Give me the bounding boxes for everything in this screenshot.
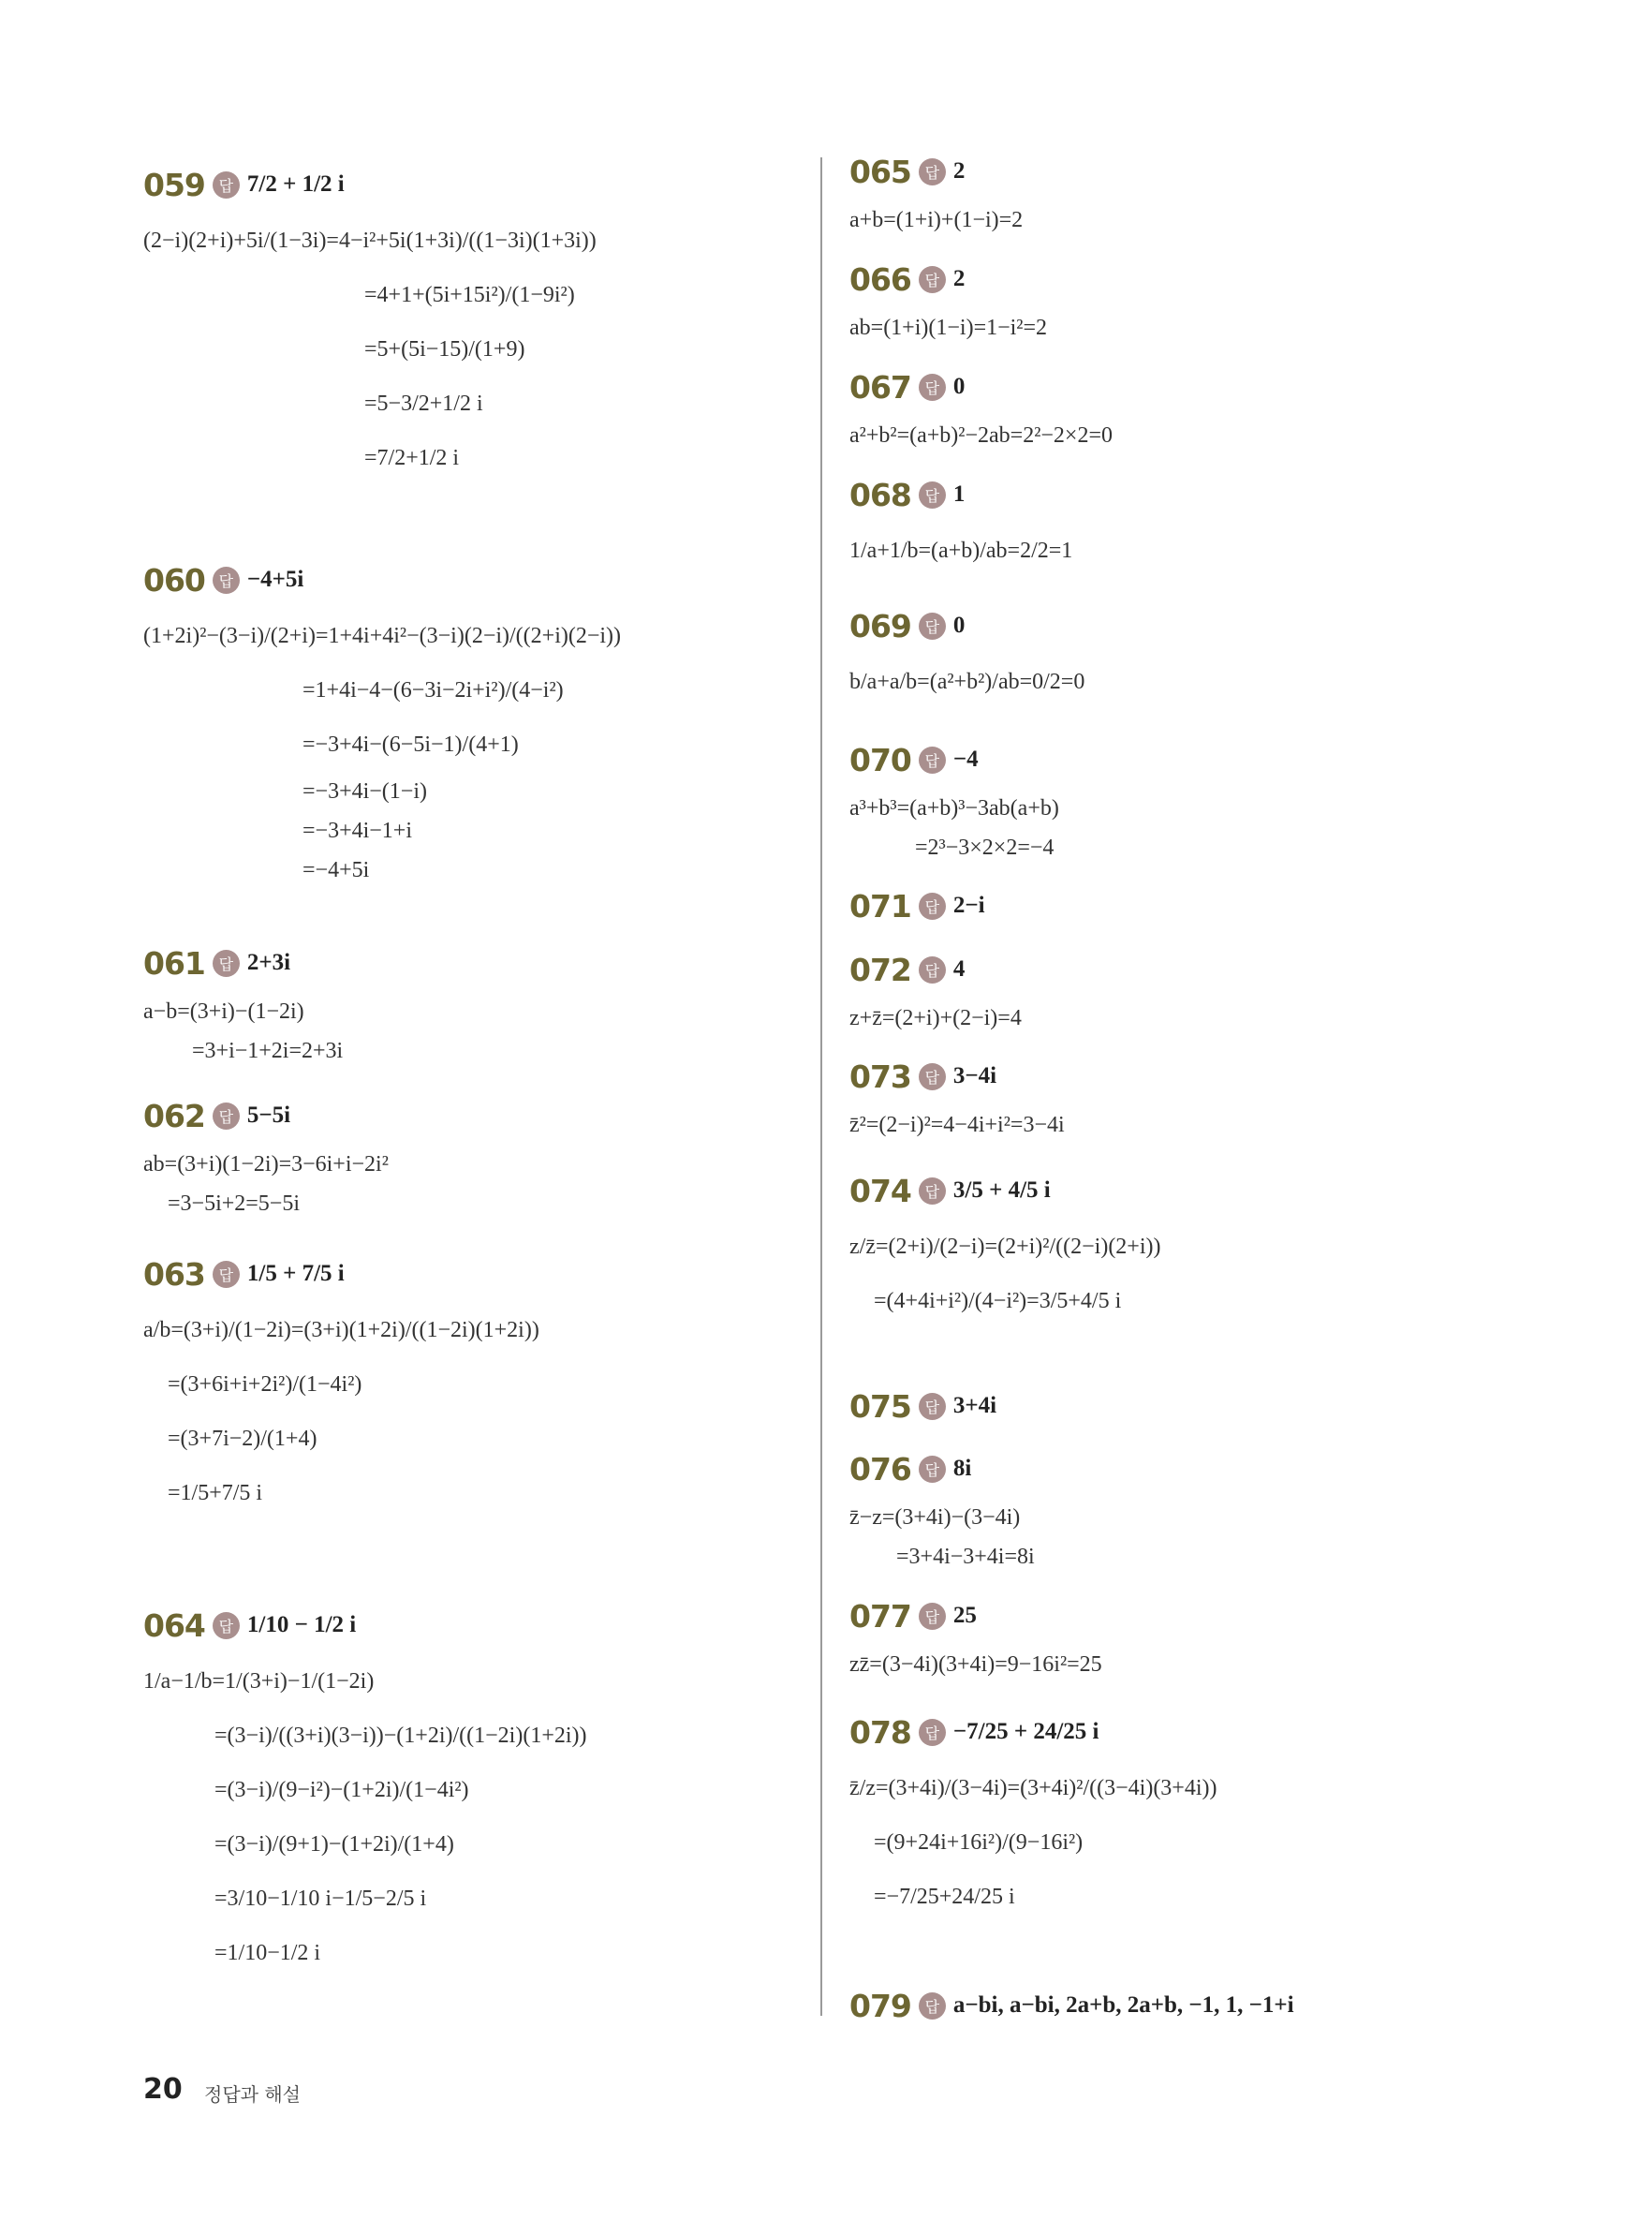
solution	[849, 1498, 1035, 1576]
answer-value: 25	[952, 1603, 977, 1628]
answer-value: a−bi, a−bi, 2a+b, 2a+b, −1, 1, −1+i	[952, 1992, 1294, 2018]
problem-072	[849, 948, 1022, 1038]
answer-badge-icon: 답	[213, 1261, 240, 1288]
answer-badge-icon: 답	[919, 747, 946, 774]
answer-value: 1/5 + 7/5 i	[246, 1261, 345, 1286]
problem-074	[849, 1169, 1161, 1328]
problem-header	[143, 1252, 539, 1295]
answer-badge-icon: 답	[919, 893, 946, 920]
solution-line: =4+1+(5i+15i²)/(1−9i²)	[364, 283, 575, 307]
solution-line: a³+b³=(a+b)³−3ab(a+b)	[849, 796, 1059, 821]
problem-header	[849, 604, 1084, 647]
solution-line: z/z̄=(2+i)/(2−i)=(2+i)²/((2−i)(2+i))	[849, 1235, 1161, 1259]
solution-line: =(3−i)/(9−i²)−(1+2i)/(1−4i²)	[214, 1778, 469, 1802]
answer-badge-icon: 답	[919, 956, 946, 984]
answer-badge-icon: 답	[919, 1992, 946, 2020]
solution-line: =1+4i−4−(6−3i−2i+i²)/(4−i²)	[302, 678, 564, 703]
answer-value: −7/25 + 24/25 i	[952, 1719, 1099, 1744]
problem-number: 078	[849, 1713, 911, 1751]
problem-header	[849, 1710, 1217, 1754]
problem-number: 079	[849, 1987, 911, 2024]
answer-badge-icon: 답	[919, 1063, 946, 1090]
problem-065	[849, 150, 1023, 240]
problem-number: 076	[849, 1450, 911, 1487]
problem-header	[849, 258, 1047, 301]
problem-number: 074	[849, 1172, 911, 1209]
problem-header	[849, 1384, 996, 1428]
problem-header	[849, 1169, 1161, 1212]
problem-069	[849, 604, 1084, 709]
problem-number: 071	[849, 887, 911, 925]
problem-header	[849, 1055, 1065, 1098]
problem-070	[849, 738, 1059, 867]
problem-number: 072	[849, 951, 911, 988]
answer-badge-icon: 답	[919, 266, 946, 293]
solution	[849, 308, 1047, 348]
problem-067	[849, 365, 1113, 455]
solution	[143, 992, 343, 1071]
solution-line: =5+(5i−15)/(1+9)	[364, 337, 525, 362]
solution-line: =7/2+1/2 i	[364, 446, 460, 470]
problem-076	[849, 1447, 1035, 1576]
solution	[849, 789, 1059, 867]
answer-badge-icon: 답	[919, 1719, 946, 1746]
answer-value: 2	[952, 158, 966, 184]
problem-number: 068	[849, 476, 911, 513]
problem-077	[849, 1594, 1102, 1684]
solution-line: =−3+4i−(1−i)	[302, 779, 427, 804]
answer-value: 7/2 + 1/2 i	[246, 171, 345, 197]
solution	[849, 524, 1072, 578]
answer-value: 5−5i	[246, 1103, 291, 1128]
solution-line: =1/5+7/5 i	[168, 1481, 263, 1505]
solution-line: =(3−i)/((3+i)(3−i))−(1+2i)/((1−2i)(1+2i))	[214, 1724, 587, 1748]
problem-header	[849, 1594, 1102, 1637]
solution-line: ab=(1+i)(1−i)=1−i²=2	[849, 316, 1048, 340]
solution-line: =3−5i+2=5−5i	[168, 1191, 301, 1216]
answer-badge-icon: 답	[213, 567, 240, 594]
problem-073	[849, 1055, 1065, 1145]
problem-header	[849, 365, 1113, 408]
problem-071	[849, 884, 985, 927]
problem-header	[143, 1094, 389, 1137]
problem-number: 064	[143, 1606, 205, 1644]
problem-number: 060	[143, 561, 205, 599]
solution-line: a²+b²=(a+b)²−2ab=2²−2×2=0	[849, 423, 1114, 448]
solution-line: z̄−z=(3+4i)−(3−4i)	[849, 1505, 1021, 1530]
problem-header	[849, 738, 1059, 781]
solution-line: a−b=(3+i)−(1−2i)	[143, 999, 304, 1024]
problem-header	[849, 473, 1072, 516]
problem-number: 070	[849, 741, 911, 778]
solution	[849, 1761, 1217, 1924]
problem-number: 061	[143, 944, 205, 982]
solution-line: 1/a−1/b=1/(3+i)−1/(1−2i)	[143, 1669, 375, 1694]
answer-badge-icon: 답	[213, 950, 240, 977]
answer-badge-icon: 답	[919, 1393, 946, 1420]
solution	[849, 1220, 1161, 1328]
solution-line: a+b=(1+i)+(1−i)=2	[849, 208, 1024, 232]
answer-badge-icon: 답	[213, 1612, 240, 1639]
solution-line: =2³−3×2×2=−4	[915, 836, 1055, 860]
problem-number: 065	[849, 153, 911, 190]
problem-066	[849, 258, 1047, 348]
solution-line: =1/10−1/2 i	[214, 1941, 321, 1965]
solution-line: 1/a+1/b=(a+b)/ab=2/2=1	[849, 539, 1073, 563]
problem-header	[143, 163, 597, 206]
problem-number: 075	[849, 1387, 911, 1425]
solution-line: b/a+a/b=(a²+b²)/ab=0/2=0	[849, 670, 1085, 694]
problem-079	[849, 1984, 1294, 2027]
problem-header	[849, 150, 1023, 193]
answer-badge-icon: 답	[919, 1177, 946, 1205]
solution-line: z̄²=(2−i)²=4−4i+i²=3−4i	[849, 1113, 1065, 1137]
answer-badge-icon: 답	[919, 481, 946, 509]
answer-value: −4+5i	[246, 567, 304, 592]
problem-number: 059	[143, 166, 205, 203]
solution-line: =(9+24i+16i²)/(9−16i²)	[874, 1830, 1084, 1855]
solution	[143, 1145, 389, 1223]
answer-badge-icon: 답	[213, 171, 240, 199]
solution-line: ab=(3+i)(1−2i)=3−6i+i−2i²	[143, 1152, 389, 1177]
answer-value: 3−4i	[952, 1063, 997, 1088]
answer-value: 0	[952, 374, 966, 399]
solution	[143, 609, 621, 890]
page-number: 20	[143, 2073, 183, 2106]
answer-value: 8i	[952, 1456, 972, 1481]
answer-badge-icon: 답	[919, 613, 946, 640]
problem-header	[143, 1604, 587, 1647]
answer-value: 2+3i	[246, 950, 291, 975]
problem-number: 067	[849, 368, 911, 406]
answer-badge-icon: 답	[919, 374, 946, 401]
problem-075	[849, 1384, 996, 1428]
problem-061	[143, 941, 343, 1071]
solution-line: =(3+7i−2)/(1+4)	[168, 1427, 317, 1451]
solution-line: =(3+6i+i+2i²)/(1−4i²)	[168, 1372, 362, 1397]
problem-header	[143, 558, 621, 601]
problem-header	[143, 941, 343, 984]
problem-number: 069	[849, 607, 911, 644]
solution-line: (1+2i)²−(3−i)/(2+i)=1+4i+4i²−(3−i)(2−i)/((2+i)(2−i))	[143, 624, 622, 648]
solution-line: =−3+4i−1+i	[302, 819, 413, 843]
solution-line: =−4+5i	[302, 858, 370, 882]
answer-value: 2−i	[952, 893, 985, 918]
solution-line: a/b=(3+i)/(1−2i)=(3+i)(1+2i)/((1−2i)(1+2i))	[143, 1318, 539, 1342]
answer-badge-icon: 답	[919, 1456, 946, 1483]
answer-value: −4	[952, 747, 979, 772]
problem-064	[143, 1604, 587, 1980]
problem-header	[849, 1447, 1035, 1490]
solution-line: =3+4i−3+4i=8i	[896, 1545, 1035, 1569]
problem-063	[143, 1252, 539, 1520]
solution	[143, 1303, 539, 1520]
answer-value: 3+4i	[952, 1393, 997, 1418]
problem-header	[849, 1984, 1294, 2027]
solution-line: z+z̄=(2+i)+(2−i)=4	[849, 1006, 1022, 1030]
answer-value: 3/5 + 4/5 i	[952, 1177, 1051, 1203]
problem-060	[143, 558, 621, 890]
problem-number: 066	[849, 260, 911, 298]
solution	[143, 1654, 587, 1980]
problem-number: 073	[849, 1058, 911, 1095]
answer-value: 4	[952, 956, 966, 982]
solution	[143, 214, 597, 485]
solution-line: (2−i)(2+i)+5i/(1−3i)=4−i²+5i(1+3i)/((1−3i)(1+3i))	[143, 229, 597, 253]
answer-badge-icon: 답	[919, 158, 946, 185]
solution-line: =(3−i)/(9+1)−(1+2i)/(1+4)	[214, 1832, 454, 1857]
problem-062	[143, 1094, 389, 1223]
problem-068	[849, 473, 1072, 578]
column-divider	[820, 157, 822, 2016]
problem-number: 077	[849, 1597, 911, 1635]
answer-value: 2	[952, 266, 966, 291]
problem-number: 062	[143, 1097, 205, 1134]
solution-line: =−3+4i−(6−5i−1)/(4+1)	[302, 733, 519, 757]
problem-header	[849, 948, 1022, 991]
answer-badge-icon: 답	[919, 1603, 946, 1630]
solution-line: =3+i−1+2i=2+3i	[192, 1039, 344, 1063]
problem-078	[849, 1710, 1217, 1924]
solution-line: =−7/25+24/25 i	[874, 1885, 1015, 1909]
solution-line: =3/10−1/10 i−1/5−2/5 i	[214, 1887, 427, 1911]
problem-number: 063	[143, 1255, 205, 1293]
solution	[849, 1645, 1102, 1684]
problem-header	[849, 884, 985, 927]
solution-line: =5−3/2+1/2 i	[364, 392, 483, 416]
solution	[849, 416, 1113, 455]
footer-title: 정답과 해설	[204, 2083, 301, 2106]
answer-value: 0	[952, 613, 966, 638]
solution	[849, 200, 1023, 240]
problem-059	[143, 163, 597, 485]
solution-line: z̄/z=(3+4i)/(3−4i)=(3+4i)²/((3−4i)(3+4i))	[849, 1776, 1217, 1800]
answer-value: 1/10 − 1/2 i	[246, 1612, 357, 1637]
answer-badge-icon: 답	[213, 1103, 240, 1130]
solution	[849, 999, 1022, 1038]
answer-value: 1	[952, 481, 966, 507]
solution-line: =(4+4i+i²)/(4−i²)=3/5+4/5 i	[874, 1289, 1122, 1313]
solution	[849, 655, 1084, 709]
solution	[849, 1105, 1065, 1145]
solution-line: zz̄=(3−4i)(3+4i)=9−16i²=25	[849, 1652, 1102, 1677]
